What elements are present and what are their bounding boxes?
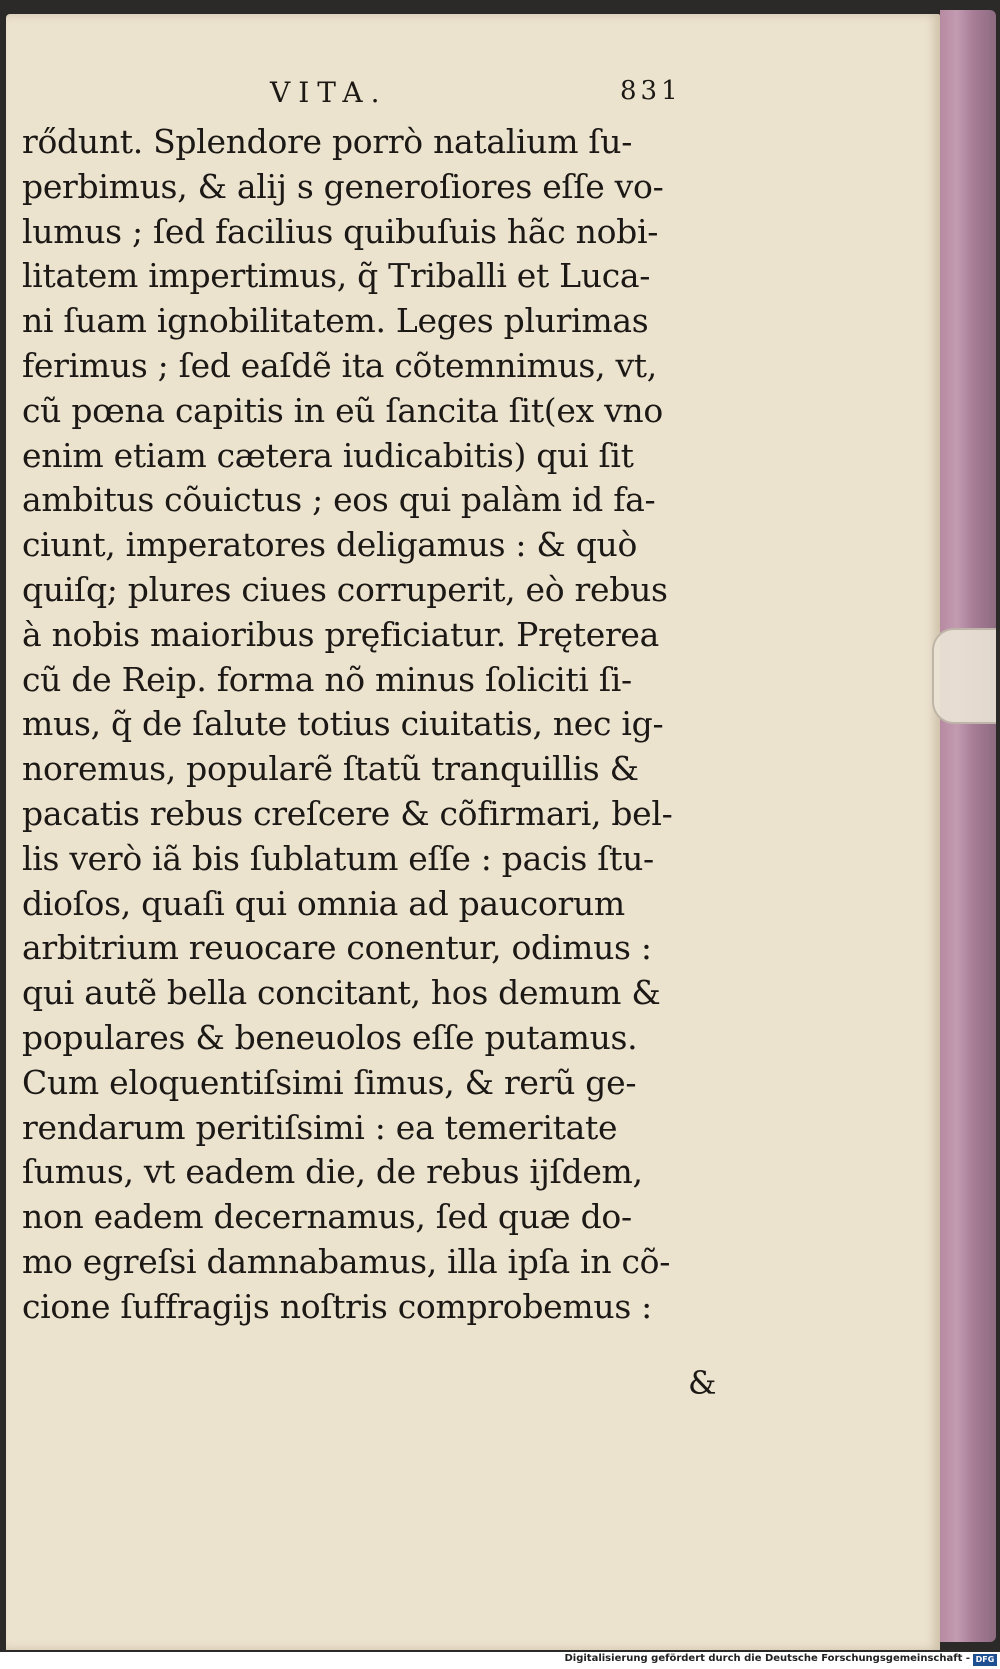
page-number: 831 <box>620 76 682 106</box>
text-line: litatem impertimus, q̃ Triballi et Luca- <box>22 256 651 296</box>
text-line: à nobis maioribus pręficiatur. Pręterea <box>22 614 660 654</box>
text-line: pacatis rebus creſcere & cõfirmari, bel- <box>22 793 673 833</box>
text-line: lis verò iã bis ſublatum eſſe : pacis ſtu- <box>22 838 654 878</box>
text-line: mus, q̃ de ſalute totius ciuitatis, nec ig- <box>22 704 664 744</box>
running-title: VITA. <box>270 76 388 109</box>
text-line: rendarum peritiſsimi : ea temeritate <box>22 1107 618 1147</box>
footer <box>0 1652 1000 1669</box>
text-line: ambitus cõuictus ; eos qui palàm id fa- <box>22 480 656 520</box>
text-line: cũ pœna capitis in eũ ſancita ſit(ex vno <box>22 390 663 430</box>
text-line: rődunt. Splendore porrò natalium ſu- <box>22 122 633 161</box>
text-line: enim etiam cætera iudicabitis) qui ſit <box>22 435 634 475</box>
text-line: ciunt, imperatores deligamus : & quò <box>22 525 638 565</box>
footer-credit: Digitalisierung gefördert durch die Deutsche Forschungsgemeinschaft - <box>564 1653 970 1664</box>
text-line: non eadem decernamus, ſed quæ do- <box>22 1197 632 1237</box>
text-line: qui autẽ bella concitant, hos demum & <box>22 973 661 1013</box>
text-line: quiſq; plures ciues corruperit, eò rebus <box>22 569 668 609</box>
text-line: Cum eloquentiſsimi ſimus, & rerũ ge- <box>22 1062 637 1102</box>
text-line: ſumus, vt eadem die, de rebus ijſdem, <box>22 1152 643 1192</box>
bookmark-clip <box>932 628 996 724</box>
text-line: cione ſuffragijs noſtris comprobemus : <box>22 1286 652 1326</box>
text-line: populares & beneuolos eſſe putamus. <box>22 1017 638 1057</box>
body-text <box>22 120 742 1330</box>
text-line: ni ſuam ignobilitatem. Leges plurimas <box>22 301 649 341</box>
text-line: dioſos, quaſi qui omnia ad paucorum <box>22 883 625 923</box>
text-line: mo egreſsi damnabamus, illa ipſa in cõ- <box>22 1241 671 1281</box>
text-line: arbitrium reuocare conentur, odimus : <box>22 928 652 968</box>
text-line: lumus ; ſed facilius quibuſuis hãc nobi- <box>22 211 659 251</box>
text-line: ferimus ; ſed eaſdẽ ita cõtemnimus, vt, <box>22 345 657 385</box>
text-line: cũ de Reip. forma nõ minus ſoliciti ſi- <box>22 659 632 699</box>
text-line: perbimus, & alij s generoſiores eſſe vo- <box>22 166 664 206</box>
page-edges <box>940 10 996 1642</box>
page-header <box>20 76 720 116</box>
catchword: & <box>688 1364 717 1402</box>
text-line: noremus, popularẽ ſtatũ tranquillis & <box>22 749 639 789</box>
dfg-logo: DFG <box>973 1654 997 1666</box>
